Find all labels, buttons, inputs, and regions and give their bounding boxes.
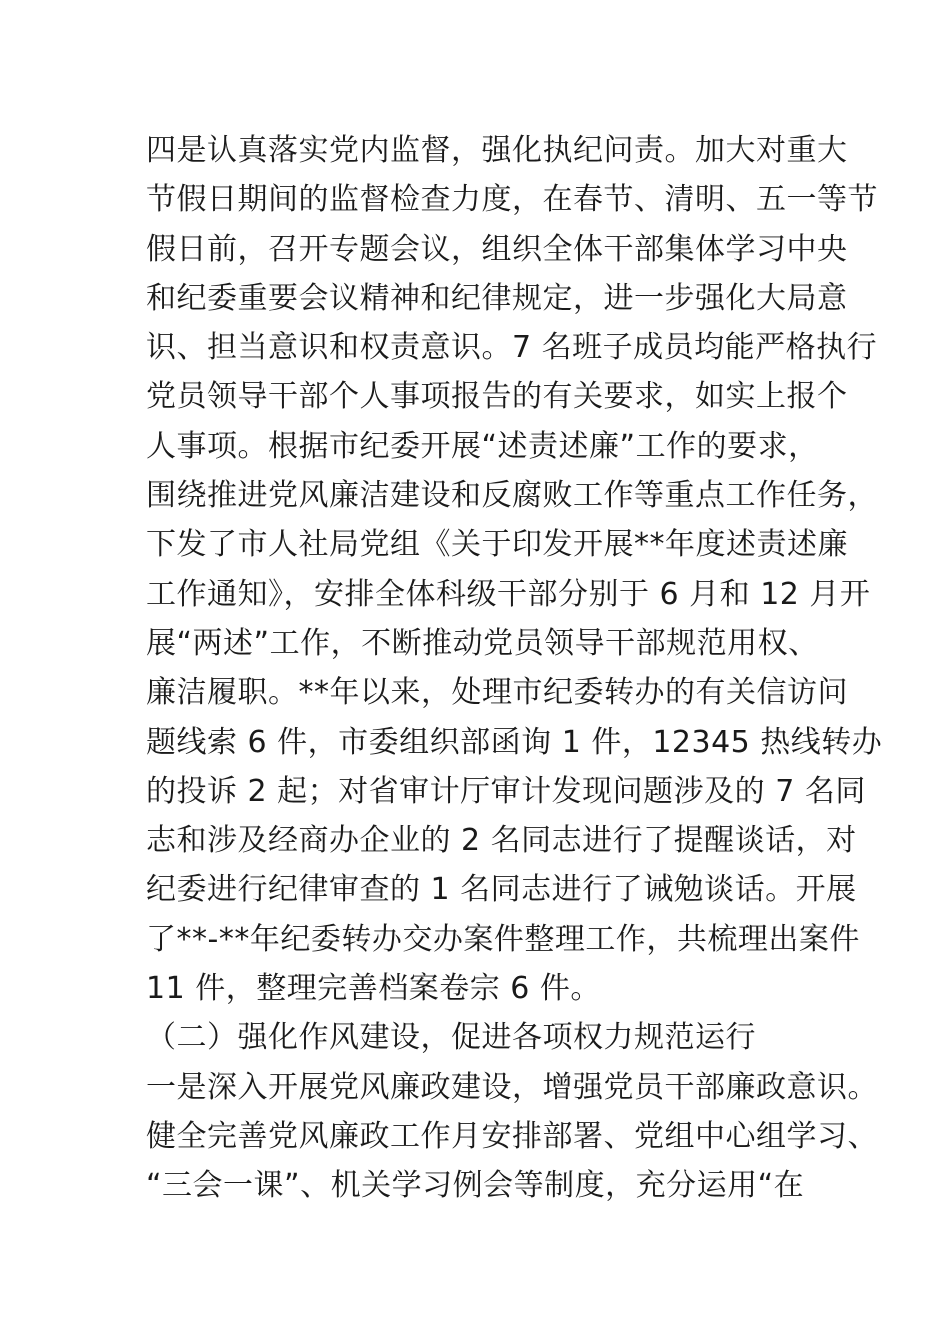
text-line: 一是深入开展党风廉政建设，增强党员干部廉政意识。 [146,1069,878,1105]
text-line: 志和涉及经商办企业的 2 名同志进行了提醒谈话，对 [146,823,857,859]
text-line: 识、担当意识和权责意识。7 名班子成员均能严格执行 [146,330,878,366]
text-line: 下发了市人社局党组《关于印发开展**年度述责述廉 [146,527,848,563]
text-line: 围绕推进党风廉洁建设和反腐败工作等重点工作任务， [146,478,878,514]
section-heading: （二）强化作风建设，促进各项权力规范运行 [146,1020,756,1056]
text-line: 健全完善党风廉政工作月安排部署、党组中心组学习、 [146,1118,878,1154]
text-line: 和纪委重要会议精神和纪律规定，进一步强化大局意 [146,280,848,316]
text-line: “三会一课”、机关学习例会等制度，充分运用“在 [146,1168,805,1204]
body-text [146,126,883,1211]
text-line: 展“两述”工作，不断推动党员领导干部规范用权、 [146,625,819,661]
text-line: 廉洁履职。**年以来，处理市纪委转办的有关信访问 [146,675,848,711]
text-line: 的投诉 2 起；对省审计厅审计发现问题涉及的 7 名同 [146,773,866,809]
text-line: 工作通知》，安排全体科级干部分别于 6 月和 12 月开 [146,576,871,612]
text-line: 假日前，召开专题会议，组织全体干部集体学习中央 [146,231,848,267]
text-line: 了**-**年纪委转办交办案件整理工作，共梳理出案件 [146,921,860,957]
text-line: 四是认真落实党内监督，强化执纪问责。加大对重大 [146,133,848,168]
text-line: 党员领导干部个人事项报告的有关要求，如实上报个 [146,379,848,415]
text-line: 节假日期间的监督检查力度，在春节、清明、五一等节 [146,182,878,218]
text-line: 11 件，整理完善档案卷宗 6 件。 [146,971,601,1007]
text-line: 题线索 6 件，市委组织部函询 1 件，12345 热线转办 [146,724,883,760]
text-line: 人事项。根据市纪委开展“述责述廉”工作的要求， [146,428,819,464]
text-line: 纪委进行纪律审查的 1 名同志进行了诫勉谈话。开展 [146,872,857,908]
